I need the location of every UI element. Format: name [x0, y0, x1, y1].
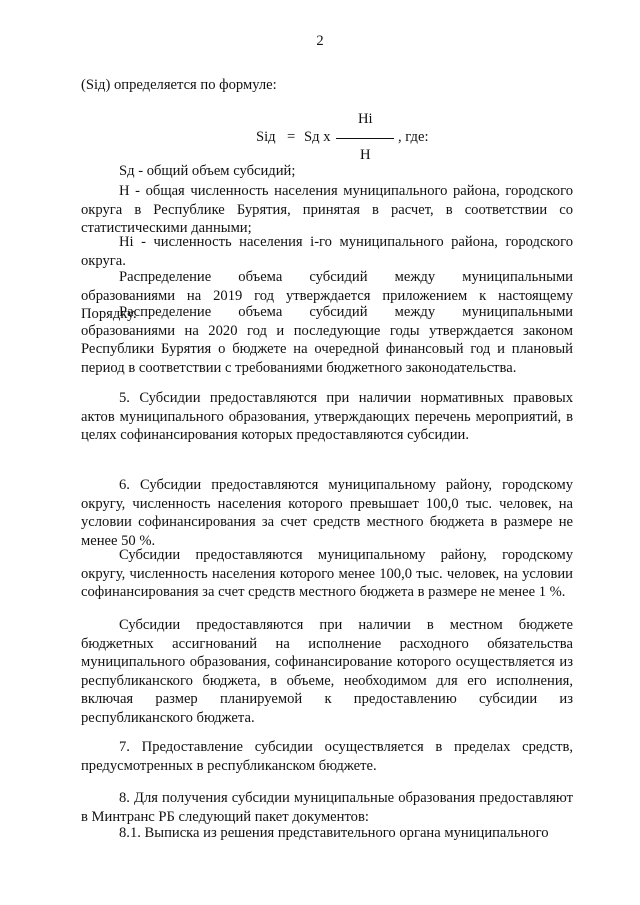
paragraph: Н - общая численность населения муниципального района, городского округа в Республике Бурятия, принятая в расчет, в соответствии со статистическими данными;: [81, 183, 573, 237]
paragraph: Субсидии предоставляются при наличии в местном бюджете бюджетных ассигнований на исполнение расходного обязательства муниципального образования, софинансирование которого осуществляется из республиканского бюджета, в объеме, необходимом для его исполнения, включая размер планируемой к предоставлению субсидии из республиканского бюджета.: [81, 617, 573, 726]
formula-equals: =: [287, 129, 296, 145]
formula-denominator: H: [360, 147, 371, 163]
formula-lhs: Siд: [256, 129, 276, 145]
paragraph: Распределение объема субсидий между муниципальными образованиями на 2019 год утверждается приложением к настоящему Порядку.: [81, 269, 573, 323]
paragraph-section-8-1: 8.1. Выписка из решения представительного органа муниципального: [119, 825, 549, 841]
formula-suffix: , где:: [398, 129, 429, 145]
paragraph-section-5: 5. Субсидии предоставляются при наличии нормативных правовых актов муниципального образования, утверждающих перечень мероприятий, в целях софинансирования которых предоставляются субсидии.: [81, 390, 573, 444]
formula-fraction-line: [336, 138, 394, 139]
formula-numerator: Hi: [358, 111, 373, 127]
formula-factor: Sд х: [304, 129, 331, 145]
paragraph-section-7: 7. Предоставление субсидии осуществляется в пределах средств, предусмотренных в республиканском бюджете.: [81, 739, 573, 774]
paragraph: Распределение объема субсидий между муниципальными образованиями на 2020 год и последующие годы утверждается законом Республики Бурятия о бюджете на очередной финансовый год и плановый период в соответствии с требованиями бюджетного законодательства.: [81, 304, 573, 376]
formula-intro: (Siд) определяется по формуле:: [81, 77, 277, 93]
page-number: 2: [316, 33, 324, 49]
paragraph-section-6: 6. Субсидии предоставляются муниципальному району, городскому округу, численность населения которого превышает 100,0 тыс. человек, на условии софинансирования за счет средств местного бюджета в размере не менее 50 %.: [81, 477, 573, 549]
paragraph-section-8: 8. Для получения субсидии муниципальные образования предоставляют в Минтранс РБ следующий пакет документов:: [81, 790, 573, 825]
paragraph: Нi - численность населения i-го муниципального района, городского округа.: [81, 234, 573, 269]
paragraph: Sд - общий объем субсидий;: [119, 163, 296, 179]
paragraph: Субсидии предоставляются муниципальному району, городскому округу, численность населения которого менее 100,0 тыс. человек, на условии софинансирования за счет средств местного бюджета в размере не менее 1 %.: [81, 547, 573, 601]
